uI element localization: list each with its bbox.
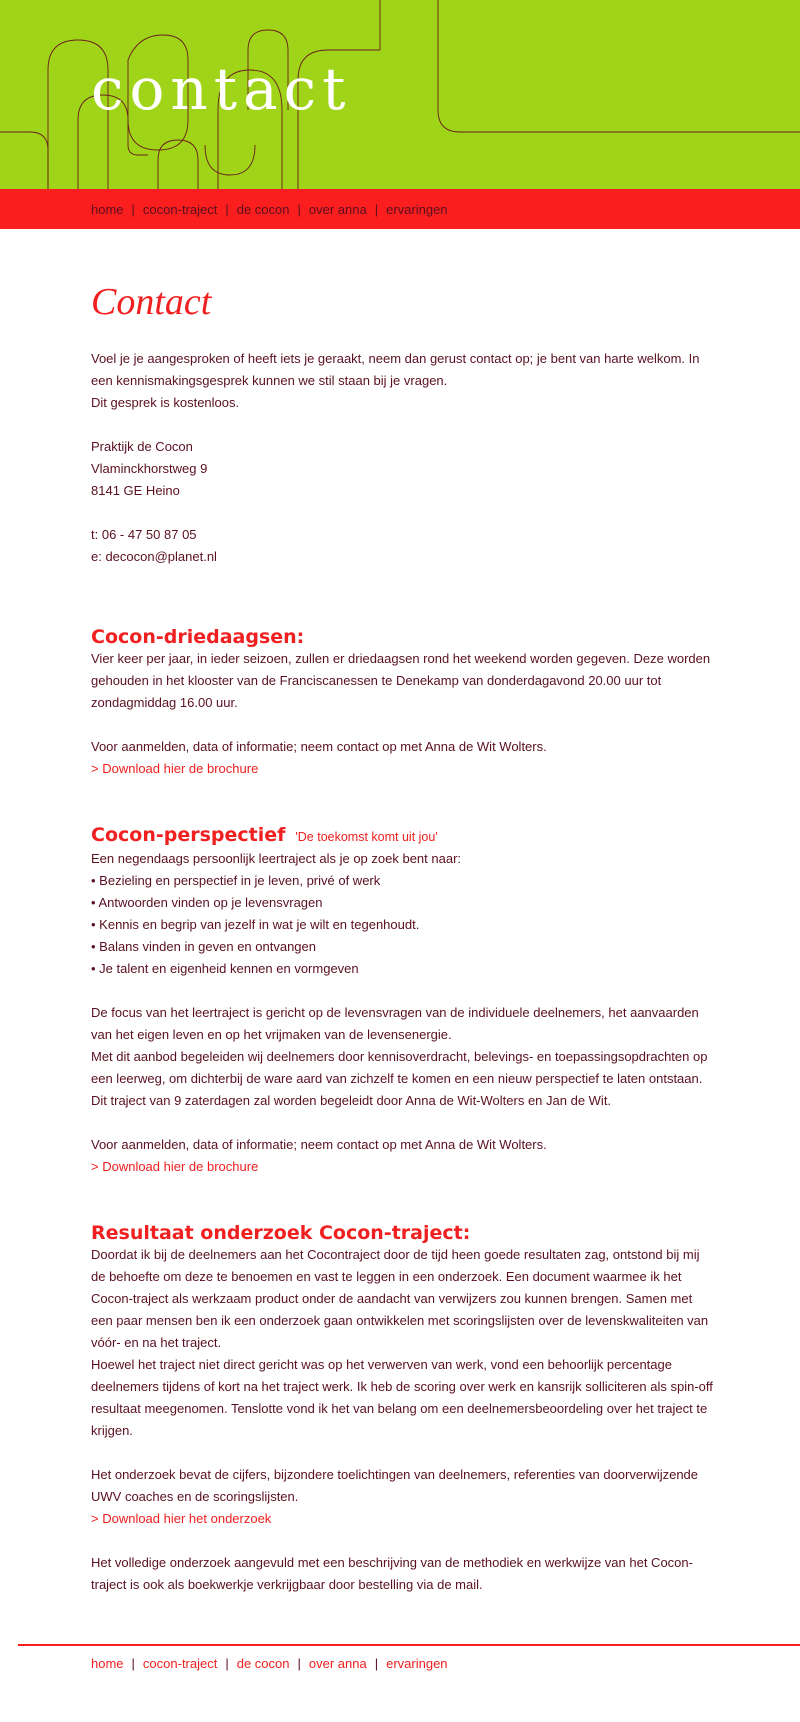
section-paragraph: De focus van het leertraject is gericht op de levensvragen van de individuele deelnemers, het aanvaarden van het eigen leven en op het vrijmaken van de levensenergie. [91, 1005, 699, 1042]
download-brochure-link[interactable]: > Download hier de brochure [91, 1159, 259, 1174]
section-contact: Voor aanmelden, data of informatie; neem contact op met Anna de Wit Wolters. [91, 739, 547, 754]
nav-separator: | [131, 201, 135, 217]
footer-nav-over-anna[interactable]: over anna [308, 1655, 367, 1671]
bullet-item: • Antwoorden vinden op je levensvragen [91, 895, 323, 910]
section-contact: Voor aanmelden, data of informatie; neem contact op met Anna de Wit Wolters. [91, 1137, 547, 1152]
nav-ervaringen[interactable]: ervaringen [386, 201, 448, 217]
footer-divider [18, 1644, 800, 1646]
footer-nav-home[interactable]: home [91, 1655, 124, 1671]
address-email: e: decocon@planet.nl [91, 549, 217, 564]
section-tagline: 'De toekomst komt uit jou' [295, 830, 438, 844]
address-phone: t: 06 - 47 50 87 05 [91, 527, 197, 542]
section-heading-driedaagsen: Cocon-driedaagsen: [91, 626, 305, 648]
intro-text: Voel je je aangesproken of heeft iets je geraakt, neem dan gerust contact op; je bent van harte welkom. In een kennismakingsgesprek kunnen we stil staan bij je vragen. [91, 351, 700, 388]
footer-nav-ervaringen[interactable]: ervaringen [386, 1655, 448, 1671]
section-intro: Een negendaags persoonlijk leertraject als je op zoek bent naar: [91, 851, 462, 866]
nav-separator: | [131, 1655, 135, 1671]
address-city: 8141 GE Heino [91, 483, 180, 498]
nav-over-anna[interactable]: over anna [308, 201, 367, 217]
nav-separator: | [297, 1655, 301, 1671]
top-nav [91, 189, 448, 229]
bullet-item: • Bezieling en perspectief in je leven, privé of werk [91, 873, 381, 888]
section-heading-text: Cocon-perspectief [91, 824, 286, 846]
nav-separator: | [374, 1655, 379, 1671]
banner-title: contact [91, 55, 352, 123]
header-banner [0, 0, 800, 189]
nav-cocon-traject[interactable]: cocon-traject [142, 201, 218, 217]
section-paragraph: Dit traject van 9 zaterdagen zal worden begeleidt door Anna de Wit-Wolters en Jan de Wit. [91, 1093, 612, 1108]
bullet-item: • Kennis en begrip van jezelf in wat je wilt en tegenhoudt. [91, 917, 420, 932]
download-brochure-link[interactable]: > Download hier de brochure [91, 761, 259, 776]
nav-separator: | [225, 201, 229, 217]
section-paragraph: Doordat ik bij de deelnemers aan het Cocontraject door de tijd heen goede resultaten zag, ontstond bij mij de behoefte om deze te benoemen en vast te leggen in een onderzoek. Een document waarmee ik het Cocon-traject als werkzaam product onder de aandacht van verwijzers zou kunnen brengen. Samen met een paar mensen ben ik een onderzoek gaan ontwikkelen met scoringslijsten over de levenskwaliteiten van vóór- en na het traject. [91, 1247, 709, 1350]
section-text: Vier keer per jaar, in ieder seizoen, zullen er driedaagsen rond het weekend worden gegeven. Deze worden gehouden in het klooster van de Franciscanessen te Denekamp van donderdagavond 20.00 uur tot zondagmiddag 16.00 uur. [91, 651, 711, 710]
address-name: Praktijk de Cocon [91, 439, 193, 454]
footer-nav [91, 1652, 448, 1674]
bullet-item: • Balans vinden in geven en ontvangen [91, 939, 316, 954]
bullet-item: • Je talent en eigenheid kennen en vormgeven [91, 961, 359, 976]
main-content [91, 275, 716, 1596]
nav-home[interactable]: home [91, 201, 124, 217]
top-navbar [0, 189, 800, 229]
nav-separator: | [374, 201, 379, 217]
section-paragraph: Het volledige onderzoek aangevuld met een beschrijving van de methodiek en werkwijze van het Cocon-traject is ook als boekwerkje verkrijgbaar door bestelling via de mail. [91, 1555, 693, 1592]
section-paragraph: Het onderzoek bevat de cijfers, bijzondere toelichtingen van deelnemers, referenties van doorverwijzende UWV coaches en de scoringslijsten. [91, 1467, 699, 1504]
footer-nav-cocon-traject[interactable]: cocon-traject [142, 1655, 218, 1671]
page-title: Contact [91, 281, 212, 323]
nav-separator: | [225, 1655, 229, 1671]
section-heading-resultaat: Resultaat onderzoek Cocon-traject: [91, 1222, 471, 1244]
address-street: Vlaminckhorstweg 9 [91, 461, 208, 476]
nav-de-cocon[interactable]: de cocon [236, 201, 290, 217]
section-paragraph: Hoewel het traject niet direct gericht was op het verwerven van werk, vond een behoorlijk percentage deelnemers tijdens of kort na het traject werk. Ik heb de scoring over werk en kansrijk solliciteren als spin-off resultaat meegenomen. Tenslotte vond ik het van belang om een deelnemersbeoordeling over het traject te krijgen. [91, 1357, 713, 1438]
section-paragraph: Met dit aanbod begeleiden wij deelnemers door kennisoverdracht, belevings- en toepassingsopdrachten op een leerweg, om dichterbij de ware aard van zichzelf te komen en een nieuw perspectief te laten ontstaan. [91, 1049, 708, 1086]
footer-nav-de-cocon[interactable]: de cocon [236, 1655, 290, 1671]
intro-note: Dit gesprek is kostenloos. [91, 395, 240, 410]
section-heading-perspectief [91, 824, 716, 848]
download-onderzoek-link[interactable]: > Download hier het onderzoek [91, 1511, 272, 1526]
nav-separator: | [297, 201, 301, 217]
